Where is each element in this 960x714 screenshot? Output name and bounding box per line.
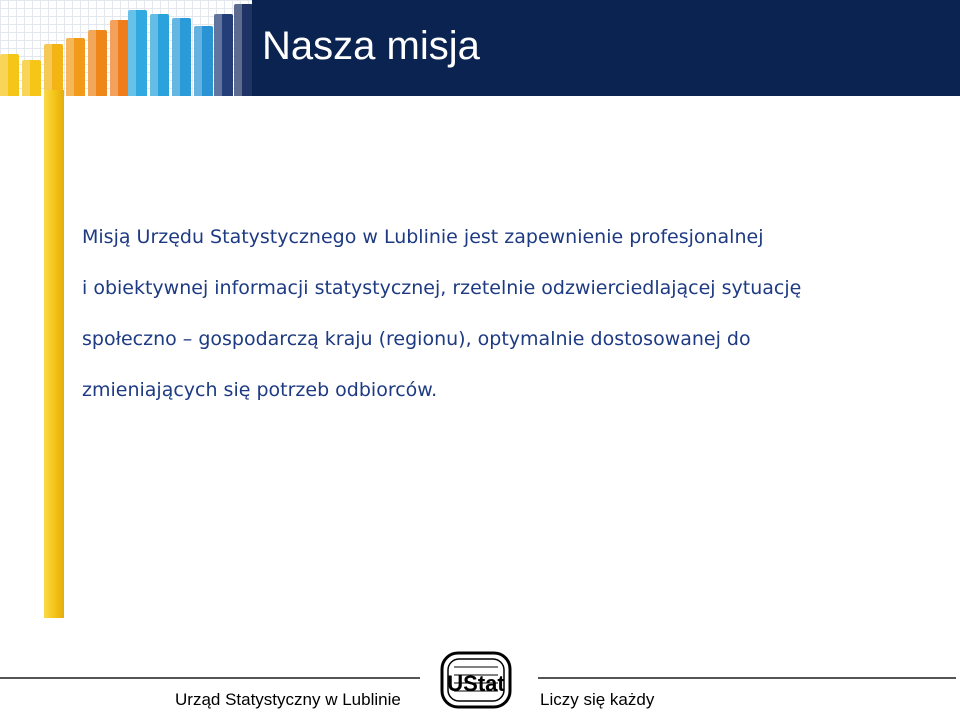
decoration-bar <box>66 38 85 96</box>
decoration-bar <box>234 4 252 96</box>
decoration-bar <box>22 60 41 96</box>
decoration-bar <box>88 30 107 96</box>
decoration-bar <box>172 18 191 96</box>
footer-divider-right <box>538 677 956 679</box>
mission-line-3: społeczno – gospodarczą kraju (regionu), optymalnie dostosowanej do <box>82 328 751 350</box>
decoration-bar <box>194 26 213 96</box>
mission-statement <box>82 212 912 416</box>
title-bar <box>252 0 960 96</box>
ustat-logo-icon <box>440 651 512 709</box>
footer-slogan: Liczy się każdy <box>540 690 655 709</box>
decoration-bar <box>150 14 169 96</box>
decoration-bar <box>214 14 233 96</box>
logo-text: UStat <box>447 671 505 696</box>
slide-title: Nasza misja <box>262 24 480 68</box>
vertical-accent-bar <box>44 90 64 618</box>
bar-chart-decoration <box>0 0 252 96</box>
decoration-bar <box>44 44 63 96</box>
decoration-bar <box>0 54 19 96</box>
mission-line-4: zmieniających się potrzeb odbiorców. <box>82 379 438 401</box>
mission-line-1: Misją Urzędu Statystycznego w Lublinie jest zapewnienie profesjonalnej <box>82 226 764 248</box>
mission-line-2: i obiektywnej informacji statystycznej, rzetelnie odzwierciedlającej sytuację <box>82 277 802 299</box>
decoration-bar <box>128 10 147 96</box>
footer-divider-left <box>0 677 420 679</box>
footer-organization: Urząd Statystyczny w Lublinie <box>175 690 401 709</box>
decoration-bar <box>110 20 129 96</box>
